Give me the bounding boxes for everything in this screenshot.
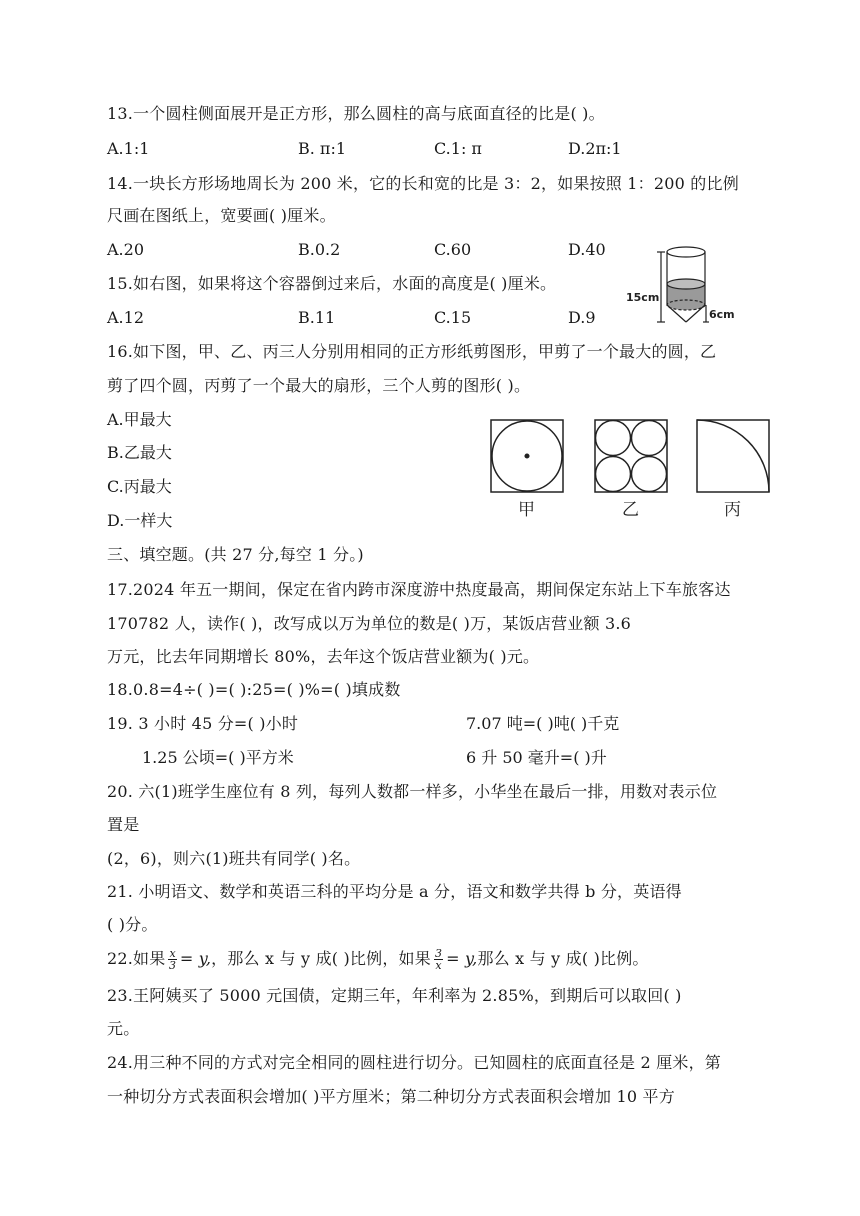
q24-line-2: 一种切分方式表面积会增加( )平方厘米；第二种切分方式表面积会增加 10 平方 xyxy=(107,1087,675,1106)
circle-yi-2 xyxy=(632,421,667,456)
square-bing xyxy=(697,420,769,492)
fraction-2-denominator: x xyxy=(435,959,442,972)
fraction-x-over-3 xyxy=(168,948,176,971)
q22-equation-1: = y, xyxy=(179,949,212,968)
q16-option-c: C.丙最大 xyxy=(107,477,172,496)
q20-line-3: (2，6)，则六(1)班共有同学( )名。 xyxy=(107,849,361,868)
q16-option-a: A.甲最大 xyxy=(107,410,172,429)
cone-height-label: 6cm xyxy=(709,308,735,321)
q20-line-1: 20. 六(1)班学生座位有 8 列，每列人数都一样多，小华坐在最后一排，用数对表示位 xyxy=(107,782,718,801)
q14-line-1: 14.一块长方形场地周长为 200 米，它的长和宽的比是 3：2，如果按照 1：200 的比例 xyxy=(107,174,739,193)
fraction-1-numerator: x xyxy=(169,947,176,960)
q19-part-d: 6 升 50 毫升=( )升 xyxy=(466,748,607,767)
q14-option-c: C.60 xyxy=(434,240,472,259)
square-yi xyxy=(595,420,667,492)
label-bing: 丙 xyxy=(724,500,741,520)
q13-option-a: A.1:1 xyxy=(107,139,150,158)
q17-line-3: 万元，比去年同期增长 80%，去年这个饭店营业额为( )元。 xyxy=(107,647,540,666)
label-yi: 乙 xyxy=(622,500,639,520)
q13-option-c: C.1: π xyxy=(434,139,482,158)
q13-text: 13.一个圆柱侧面展开是正方形，那么圆柱的高与底面直径的比是( )。 xyxy=(107,104,605,123)
q24-line-1: 24.用三种不同的方式对完全相同的圆柱进行切分。已知圆柱的底面直径是 2 厘米，第 xyxy=(107,1053,721,1072)
q22-middle: ，那么 x 与 y 成( )比例，如果 xyxy=(211,949,431,968)
q21-line-2: ( )分。 xyxy=(107,915,158,934)
q15-option-d: D.9 xyxy=(568,308,596,327)
q23-line-1: 23.王阿姨买了 5000 元国债，定期三年，年利率为 2.85%，到期后可以取回( ) xyxy=(107,986,682,1005)
circle-yi-3 xyxy=(596,457,631,492)
q22-suffix: 那么 x 与 y 成( )比例。 xyxy=(477,949,649,968)
q14-line-2: 尺画在图纸上，宽要画( )厘米。 xyxy=(107,206,336,225)
q18-text: 18.0.8=4÷( )=( ):25=( )%=( )填成数 xyxy=(107,680,401,699)
fraction-3-over-x xyxy=(434,948,443,971)
q17-line-2: 170782 人，读作( )，改写成以万为单位的数是( )万，某饭店营业额 3.6 xyxy=(107,614,632,633)
q16-line-2: 剪了四个圆，丙剪了一个最大的扇形，三个人剪的图形( )。 xyxy=(107,376,531,395)
q14-option-b: B.0.2 xyxy=(298,240,341,259)
q22-prefix: 22.如果 xyxy=(107,949,166,968)
circle-yi-4 xyxy=(632,457,667,492)
q17-line-1: 17.2024 年五一期间，保定在省内跨市深度游中热度最高，期间保定东站上下车旅客达 xyxy=(107,580,731,599)
q16-option-b: B.乙最大 xyxy=(107,443,172,462)
q15-option-a: A.12 xyxy=(107,308,144,327)
cylinder-top-ellipse xyxy=(667,247,705,257)
q22-equation-2: = y, xyxy=(446,949,478,968)
q21-line-1: 21. 小明语文、数学和英语三科的平均分是 a 分，语文和数学共得 b 分，英语得 xyxy=(107,882,682,901)
q19-part-c: 1.25 公顷=( )平方米 xyxy=(142,748,294,767)
q15-option-c: C.15 xyxy=(434,308,472,327)
q13-option-d: D.2π:1 xyxy=(568,139,622,158)
q22-text xyxy=(107,948,649,971)
section-3-heading: 三、填空题。(共 27 分,每空 1 分。) xyxy=(107,545,364,564)
q16-line-1: 16.如下图，甲、乙、丙三人分别用相同的正方形纸剪图形，甲剪了一个最大的圆，乙 xyxy=(107,342,717,361)
fraction-2-numerator: 3 xyxy=(434,947,443,960)
fraction-1-denominator: 3 xyxy=(169,959,177,972)
q16-option-d: D.一样大 xyxy=(107,511,173,530)
container-figure xyxy=(622,242,742,330)
q19-part-b: 7.07 吨=( )吨( )千克 xyxy=(466,714,620,733)
q19-part-a: 19. 3 小时 45 分=( )小时 xyxy=(107,714,299,733)
q23-line-2: 元。 xyxy=(107,1019,140,1038)
height-label: 15cm xyxy=(626,291,660,304)
q14-option-a: A.20 xyxy=(107,240,144,259)
q14-option-d: D.40 xyxy=(568,240,606,259)
q13-option-b: B. π:1 xyxy=(298,139,347,158)
circle-yi-1 xyxy=(596,421,631,456)
q15-option-b: B.11 xyxy=(298,308,336,327)
label-jia: 甲 xyxy=(518,500,535,520)
water-surface xyxy=(667,279,705,289)
q15-text: 15.如右图，如果将这个容器倒过来后，水面的高度是( )厘米。 xyxy=(107,274,557,293)
q20-line-2: 置是 xyxy=(107,815,140,834)
square-cut-figure xyxy=(488,418,773,523)
center-dot xyxy=(525,454,529,458)
sector-bing xyxy=(697,420,769,492)
